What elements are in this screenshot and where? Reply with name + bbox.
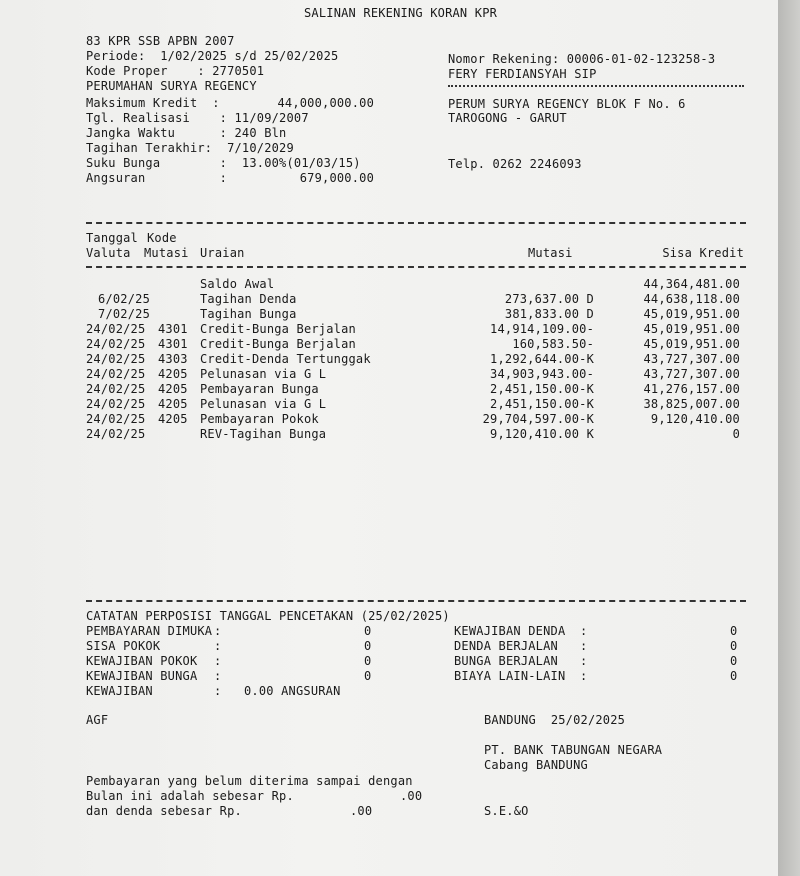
row-tanggal: 7/02/25: [98, 307, 150, 321]
kewajiban-value: 0.00 ANGSURAN: [244, 684, 341, 698]
se-and-o: S.E.&O: [484, 804, 529, 818]
note-line2: Bulan ini adalah sebesar Rp.: [86, 789, 294, 803]
kewajiban-label: KEWAJIBAN: [86, 684, 153, 698]
jangka-waktu: Jangka Waktu : 240 Bln: [86, 126, 287, 140]
row-sisa: 44,638,118.00: [643, 292, 740, 306]
row-mutasi: 29,704,597.00-K: [482, 412, 594, 426]
suku-bunga: Suku Bunga : 13.00%(01/03/15): [86, 156, 361, 170]
col-mutasi: Mutasi: [528, 246, 573, 260]
kode-proper: Kode Proper : 2770501: [86, 64, 265, 78]
catatan-label: SISA POKOK: [86, 639, 161, 653]
row-uraian: Pelunasan via G L: [200, 367, 327, 381]
row-kode: 4205: [158, 382, 188, 396]
row-sisa: 9,120,410.00: [650, 412, 740, 426]
row-kode: 4205: [158, 397, 188, 411]
row-uraian: Pelunasan via G L: [200, 397, 327, 411]
catatan-value: 0: [730, 669, 738, 683]
row-sisa: 45,019,951.00: [643, 322, 740, 336]
catatan-value: 0: [364, 654, 372, 668]
row-tanggal: 24/02/25: [86, 337, 146, 351]
row-kode: 4301: [158, 337, 188, 351]
catatan-value: 0: [364, 624, 372, 638]
note-line3: dan denda sebesar Rp.: [86, 804, 242, 818]
nama-nasabah: FERY FERDIANSYAH SIP: [448, 67, 597, 81]
col-uraian: Uraian: [200, 246, 245, 260]
angsuran-label: Angsuran :: [86, 171, 228, 185]
tgl-realisasi: Tgl. Realisasi : 11/09/2007: [86, 111, 309, 125]
row-sisa: 45,019,951.00: [643, 337, 740, 351]
table-header-divider: [86, 266, 746, 268]
col-tanggal: Tanggal: [86, 231, 138, 245]
catatan-sep: :: [214, 654, 222, 668]
bank-name: PT. BANK TABUNGAN NEGARA: [484, 743, 663, 757]
row-uraian: Credit-Denda Tertunggak: [200, 352, 371, 366]
row-sisa: 45,019,951.00: [643, 307, 740, 321]
catatan-sep: :: [214, 624, 222, 638]
row-uraian: Tagihan Denda: [200, 292, 297, 306]
catatan-sep: :: [580, 669, 588, 683]
row-tanggal: 6/02/25: [98, 292, 150, 306]
row-kode: 4205: [158, 412, 188, 426]
catatan-sep: :: [580, 639, 588, 653]
row-mutasi: 273,637.00 D: [504, 292, 594, 306]
row-kode: 4205: [158, 367, 188, 381]
catatan-label: BUNGA BERJALAN: [454, 654, 558, 668]
alamat-line1: PERUM SURYA REGENCY BLOK F No. 6: [448, 97, 686, 111]
catatan-label: KEWAJIBAN BUNGA: [86, 669, 198, 683]
agf-code: AGF: [86, 713, 109, 727]
catatan-value: 0: [730, 639, 738, 653]
row-sisa: 0: [732, 427, 740, 441]
row-mutasi: 2,451,150.00-K: [490, 382, 594, 396]
row-tanggal: 24/02/25: [86, 367, 146, 381]
telepon: Telp. 0262 2246093: [448, 157, 582, 171]
row-mutasi: 34,903,943.00-: [490, 367, 594, 381]
address-separator: [448, 85, 744, 87]
page-title: SALINAN REKENING KORAN KPR: [304, 6, 498, 20]
catatan-value: 0: [730, 624, 738, 638]
row-uraian: Credit-Bunga Berjalan: [200, 337, 356, 351]
col-kode: Kode: [147, 231, 177, 245]
catatan-sep: :: [214, 669, 222, 683]
cabang: Cabang BANDUNG: [484, 758, 588, 772]
angsuran-value: 679,000.00: [299, 171, 374, 185]
perumahan: PERUMAHAN SURYA REGENCY: [86, 79, 257, 93]
kewajiban-sep: :: [214, 684, 222, 698]
row-mutasi: 381,833.00 D: [504, 307, 594, 321]
table-top-divider: [86, 222, 746, 224]
catatan-label: BIAYA LAIN-LAIN: [454, 669, 566, 683]
row-kode: 4303: [158, 352, 188, 366]
catatan-value: 0: [730, 654, 738, 668]
alamat-line2: TAROGONG - GARUT: [448, 111, 567, 125]
catatan-sep: :: [214, 639, 222, 653]
maks-kredit-label: Maksimum Kredit :: [86, 96, 220, 110]
scanner-edge: [778, 0, 800, 876]
tagihan-terakhir: Tagihan Terakhir: 7/10/2029: [86, 141, 294, 155]
row-tanggal: 24/02/25: [86, 382, 146, 396]
product-name: 83 KPR SSB APBN 2007: [86, 34, 235, 48]
row-tanggal: 24/02/25: [86, 397, 146, 411]
row-mutasi: 14,914,109.00-: [490, 322, 594, 336]
row-uraian: Saldo Awal: [200, 277, 275, 291]
row-sisa: 44,364,481.00: [643, 277, 740, 291]
row-mutasi: 9,120,410.00 K: [490, 427, 594, 441]
catatan-label: KEWAJIBAN DENDA: [454, 624, 566, 638]
row-uraian: REV-Tagihan Bunga: [200, 427, 327, 441]
kota-tanggal: BANDUNG 25/02/2025: [484, 713, 626, 727]
row-tanggal: 24/02/25: [86, 412, 146, 426]
row-tanggal: 24/02/25: [86, 322, 146, 336]
note-line3-amount: .00: [350, 804, 373, 818]
catatan-label: PEMBAYARAN DIMUKA: [86, 624, 213, 638]
catatan-label: KEWAJIBAN POKOK: [86, 654, 198, 668]
catatan-sep: :: [580, 624, 588, 638]
row-mutasi: 160,583.50-: [512, 337, 594, 351]
row-mutasi: 2,451,150.00-K: [490, 397, 594, 411]
row-mutasi: 1,292,644.00-K: [490, 352, 594, 366]
col-sisa-kredit: Sisa Kredit: [662, 246, 744, 260]
row-sisa: 38,825,007.00: [643, 397, 740, 411]
note-line2-amount: .00: [400, 789, 423, 803]
col-mutasi-kode: Mutasi: [144, 246, 189, 260]
row-sisa: 41,276,157.00: [643, 382, 740, 396]
catatan-title: CATATAN PERPOSISI TANGGAL PENCETAKAN (25/02/2025): [86, 609, 450, 623]
periode: Periode: 1/02/2025 s/d 25/02/2025: [86, 49, 339, 63]
col-valuta: Valuta: [86, 246, 131, 260]
note-line1: Pembayaran yang belum diterima sampai dengan: [86, 774, 413, 788]
catatan-label: DENDA BERJALAN: [454, 639, 558, 653]
row-uraian: Credit-Bunga Berjalan: [200, 322, 356, 336]
nomor-rekening: Nomor Rekening: 00006-01-02-123258-3: [448, 52, 716, 66]
row-uraian: Pembayaran Bunga: [200, 382, 319, 396]
row-uraian: Tagihan Bunga: [200, 307, 297, 321]
row-sisa: 43,727,307.00: [643, 352, 740, 366]
maks-kredit-value: 44,000,000.00: [277, 96, 374, 110]
row-tanggal: 24/02/25: [86, 427, 146, 441]
row-kode: 4301: [158, 322, 188, 336]
catatan-value: 0: [364, 669, 372, 683]
catatan-value: 0: [364, 639, 372, 653]
row-tanggal: 24/02/25: [86, 352, 146, 366]
catatan-sep: :: [580, 654, 588, 668]
row-uraian: Pembayaran Pokok: [200, 412, 319, 426]
catatan-divider: [86, 600, 746, 602]
row-sisa: 43,727,307.00: [643, 367, 740, 381]
